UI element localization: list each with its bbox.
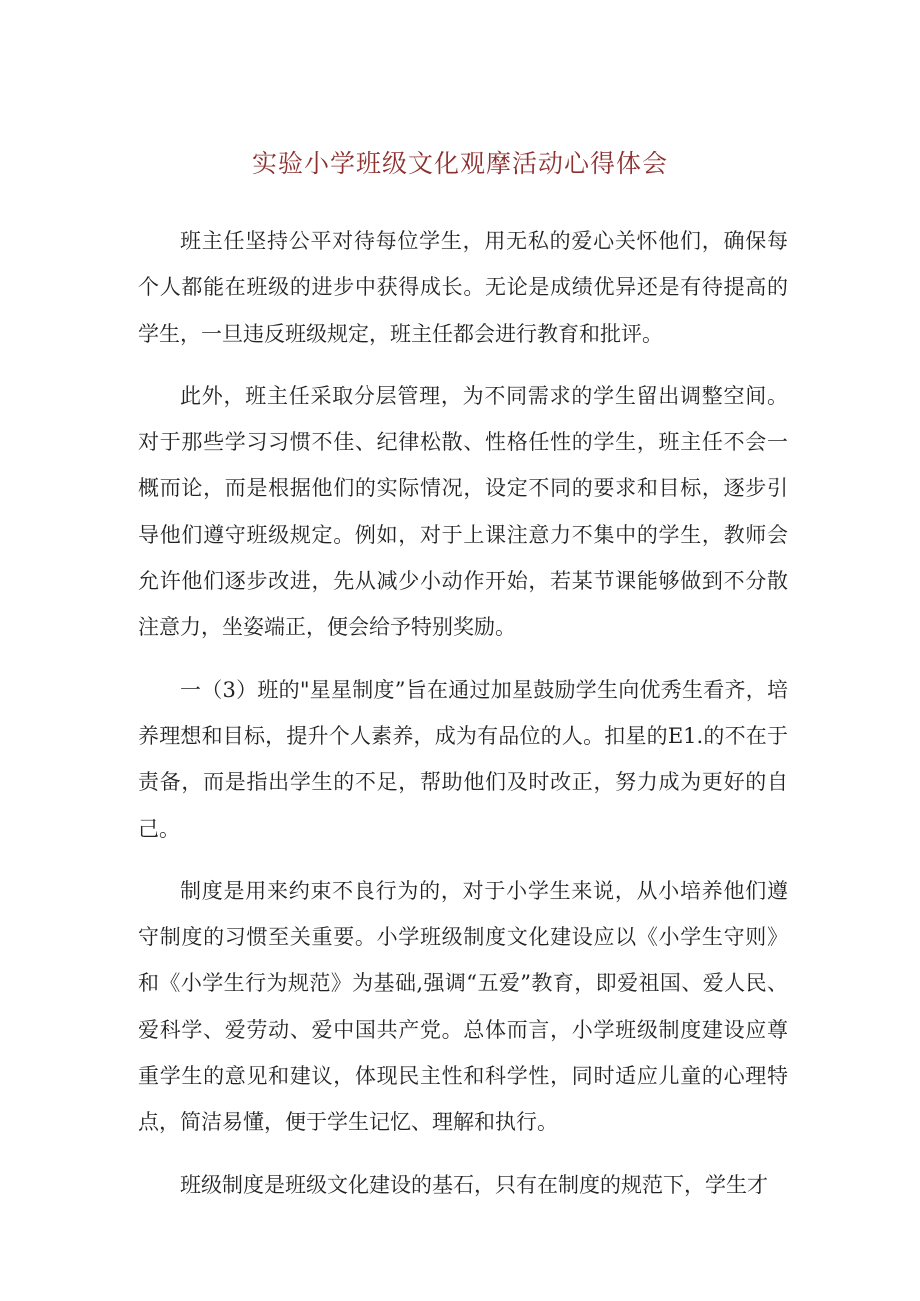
paragraph-1: 班主任坚持公平对待每位学生，用无私的爱心关怀他们，确保每个人都能在班级的进步中获得成长。无论是成绩优异还是有待提高的学生，一旦违反班级规定，班主任都会进行教育和批评。 bbox=[138, 229, 788, 346]
paragraph-4: 制度是用来约束不良行为的，对于小学生来说，从小培养他们遵守制度的习惯至关重要。小学班级制度文化建设应以《小学生守则》和《小学生行为规范》为基础,强调“五爱”教育，即爱祖国、爱人民、爱科学、爱劳动、爱中国共产党。总体而言，小学班级制度建设应尊重学生的意见和建议，体现民主性和科学性，同时适应儿童的心理特点，简洁易懂，便于学生记忆、理解和执行。 bbox=[138, 878, 788, 1135]
document-title: 实验小学班级文化观摩活动心得体会 bbox=[251, 149, 668, 178]
document-body bbox=[138, 218, 788, 1224]
paragraph-5: 班级制度是班级文化建设的基石，只有在制度的规范下，学生才 bbox=[180, 1172, 768, 1197]
paragraph-2: 此外，班主任采取分层管理，为不同需求的学生留出调整空间。对于那些学习习惯不佳、纪律松散、性格任性的学生，班主任不会一概而论，而是根据他们的实际情况，设定不同的要求和目标，逐步引导他们遵守班级规定。例如，对于上课注意力不集中的学生，教师会允许他们逐步改进，先从减少小动作开始，若某节课能够做到不分散注意力，坐姿端正，便会给予特别奖励。 bbox=[138, 383, 788, 640]
paragraph-3: 一（3）班的"星星制度”旨在通过加星鼓励学生向优秀生看齐，培养理想和目标，提升个人素养，成为有品位的人。扣星的E1.的不在于责备，而是指出学生的不足，帮助他们及时改正，努力成为更好的自己。 bbox=[138, 677, 788, 841]
